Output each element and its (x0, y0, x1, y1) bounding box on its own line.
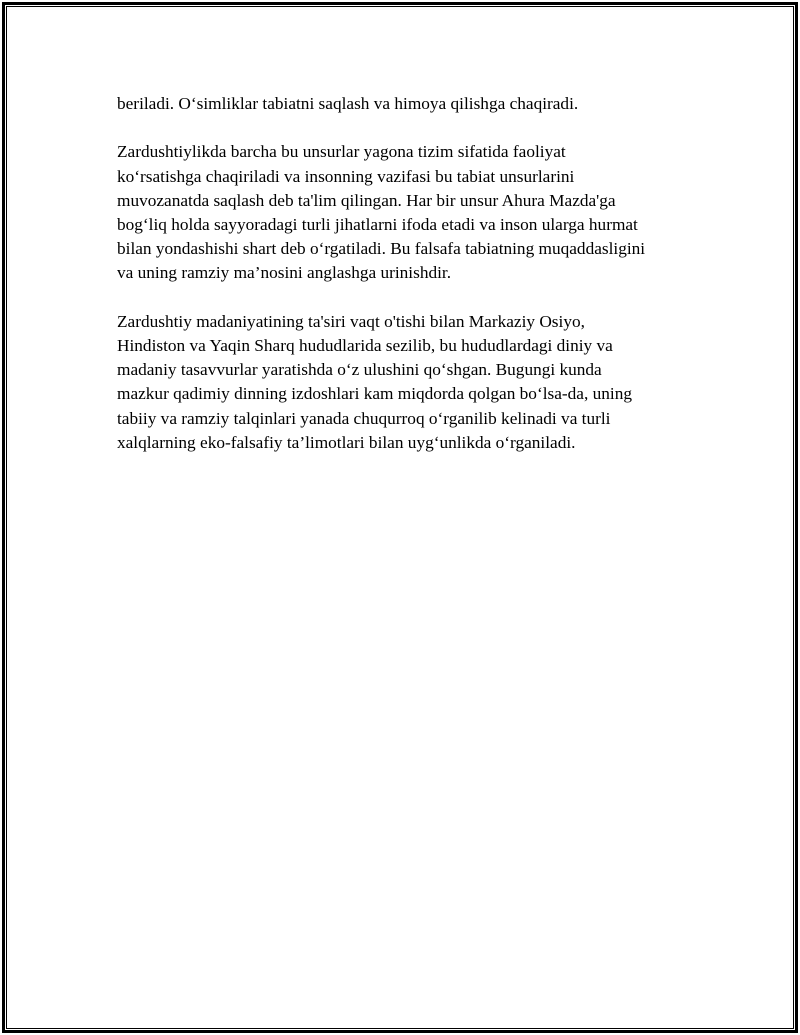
text-line: xalqlarning eko-falsafiy ta’limotlari bilan uyg‘unlikda o‘rganiladi. (117, 432, 576, 452)
text-line: va uning ramziy ma’nosini anglashga urinishdir. (117, 263, 452, 283)
text-line: beriladi. O‘simliklar tabiatni saqlash va himoya qilishga chaqiradi. (117, 94, 579, 113)
text-line: bilan yondashishi shart deb o‘rgatiladi. Bu falsafa tabiatning muqaddasligini (117, 239, 646, 259)
text-line: ko‘rsatishga chaqiriladi va insonning vazifasi bu tabiat unsurlarini (117, 166, 575, 186)
document-body (117, 92, 697, 479)
text-line: muvozanatda saqlash deb ta'lim qilingan. Har bir unsur Ahura Mazda'ga (117, 190, 616, 210)
paragraph-3 (117, 310, 697, 455)
text-line: bog‘liq holda sayyoradagi turli jihatlarni ifoda etadi va inson ularga hurmat (117, 215, 638, 234)
text-line: tabiiy va ramziy talqinlari yanada chuqurroq o‘rganilib kelinadi va turli (117, 408, 611, 428)
text-line: Zardushtiylikda barcha bu unsurlar yagona tizim sifatida faoliyat (117, 142, 566, 162)
text-line: Hindiston va Yaqin Sharq hududlarida sezilib, bu hududlardagi diniy va (117, 336, 613, 355)
paragraph-2 (117, 140, 697, 285)
text-line: Zardushtiy madaniyatining ta'siri vaqt o'tishi bilan Markaziy Osiyo, (117, 311, 585, 331)
paragraph-1 (117, 92, 697, 116)
text-line: madaniy tasavvurlar yaratishda o‘z ulushini qo‘shgan. Bugungi kunda (117, 360, 602, 380)
text-line: mazkur qadimiy dinning izdoshlari kam miqdorda qolgan bo‘lsa-da, uning (117, 384, 632, 404)
